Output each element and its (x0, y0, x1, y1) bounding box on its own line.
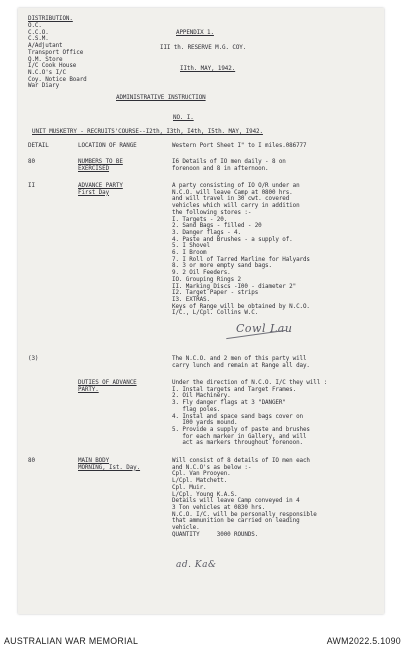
body-line: L/Cpl. Matchett. (172, 478, 228, 485)
body-line: Western Port Sheet I" to I miles.086777 (172, 143, 307, 149)
row-body (172, 143, 306, 150)
distribution-item: Transport Office (28, 49, 84, 56)
body-line: L/Cpl. Young K.A.S. (172, 491, 238, 498)
body-line: 5. I Shovel (172, 243, 210, 250)
row-heading: ADVANCE PARTY First Day (78, 183, 123, 196)
footer-source: AUSTRALIAN WAR MEMORIAL (4, 636, 139, 646)
body-line: carry lunch and remain at Range all day. (172, 362, 310, 369)
body-line: forenoon and 8 in afternoon. (172, 165, 269, 172)
body-line: N.C.O. will leave Camp at 0800 hrs. (172, 189, 293, 196)
instruction-title: ADMINISTRATIVE INSTRUCTION (116, 95, 206, 101)
body-line: I00 yards mound. (172, 420, 238, 427)
body-line: the following stores :- (172, 209, 252, 216)
distribution-item: C.C.O. (28, 29, 49, 36)
body-line: I6 Details of IO men daily - 8 on (172, 159, 286, 165)
unit-name: III th. RESERVE M.G. COY. (160, 45, 247, 51)
row-body (172, 380, 327, 447)
instruction-number: NO. I. (173, 115, 194, 121)
distribution-item: N.C.O's I/C (28, 69, 66, 76)
distribution-item: Coy. Notice Board (28, 76, 87, 83)
body-line: Cpl. Van Prooyen. (172, 471, 231, 478)
body-line: 3 Ton vehicles at 0830 hrs. (172, 504, 266, 511)
body-line: I3. EXTRAS. (172, 296, 210, 303)
body-line: and will travel in 30 cwt. covered (172, 196, 290, 203)
row-left: (3) (28, 356, 39, 362)
distribution-item: I/C Cook House (28, 63, 77, 70)
archive-footer (0, 620, 407, 653)
body-line: Cpl. Muir. (172, 484, 207, 491)
distribution-item: Q.M. Store (28, 56, 63, 63)
handwritten-initials: ad. Ka& (176, 560, 217, 570)
body-line: I. Instal targets and Target Frames. (172, 386, 297, 393)
body-line: The N.C.O. and 2 men of this party will (172, 356, 307, 362)
document-date: IIth. MAY, 1942. (180, 66, 236, 72)
body-line: I2. Target Paper - strips (172, 290, 259, 297)
document-page (18, 8, 384, 614)
row-body (172, 159, 286, 172)
row-heading: NUMBERS TO BE EXERCISED (78, 159, 123, 172)
body-line: 8. 3 or more empty sand bags. (172, 263, 272, 270)
row-heading: LOCATION OF RANGE (78, 143, 137, 149)
body-line: vehicles which will carry in addition (172, 203, 300, 210)
row-body (172, 356, 310, 369)
body-line: 2. Sand Bags - filled - 20 (172, 223, 262, 230)
body-line: Will consist of 8 details of IO men each (172, 458, 310, 464)
row-heading: MAIN BODY MORNING, Ist. Day. (78, 458, 141, 471)
body-line: 4. Instal and space sand bags cover on (172, 413, 303, 420)
appendix-label: APPENDIX 1. (176, 30, 214, 36)
distribution-item: O.C. (28, 23, 42, 29)
body-line: Details will leave Camp conveyed in 4 (172, 498, 300, 505)
body-line: N.C.O. I/C. will be personally responsible (172, 511, 317, 518)
body-line: for each marker in Gallery, and will (172, 433, 307, 440)
body-line: that ammunition be carried on leading (172, 518, 300, 525)
body-line: flag poles. (172, 406, 221, 413)
body-line: Keys of Range will be obtained by N.C.O. (172, 303, 310, 310)
body-line: I. Targets - 20. (172, 216, 228, 223)
body-line: II. Marking Discs -I00 - diameter 2" (172, 283, 297, 290)
body-line: QUANTITY 3000 ROUNDS. (172, 531, 259, 538)
body-line: and N.C.O's as below :- (172, 464, 252, 471)
distribution-item: War Diary (28, 83, 60, 90)
row-left: II (28, 183, 35, 189)
body-line: 6. I Broom (172, 250, 207, 257)
body-line: 9. 2 Oil Feeders. (172, 270, 231, 277)
body-line: 3. Danger flags - 4. (172, 229, 241, 236)
footer-reference: AWM2022.5.1090 (326, 636, 401, 646)
body-line: IO. Grouping Rings 2 (172, 276, 241, 283)
course-line: UNIT MUSKETRY - RECRUITS'COURSE--I2th, I3th, I4th, I5th. MAY, I942. (32, 129, 263, 135)
row-heading: DUTIES OF ADVANCE PARTY. (78, 380, 137, 393)
body-line: 4. Paste and Brushes - a supply of. (172, 236, 293, 243)
body-line: act as markers throughout forenoon. (172, 440, 303, 447)
row-left: 80 (28, 458, 35, 464)
row-left: 80 (28, 159, 35, 165)
body-line: 5. Provide a supply of paste and brushes (172, 426, 310, 433)
body-line: A party consisting of IO O/R under an (172, 183, 300, 189)
distribution-item: A/Adjutant (28, 43, 63, 50)
distribution-title: DISTRIBUTION. (28, 16, 73, 22)
distribution-item: C.S.M. (28, 36, 49, 43)
body-line: Under the direction of N.C.O. I/C they will : (172, 380, 328, 386)
row-body (172, 183, 310, 317)
body-line: 7. I Roll of Tarred Marline for Halyards (172, 256, 310, 263)
body-line: 2. Oil Machinery. (172, 393, 231, 400)
handwritten-signature: Cowl Lau (236, 322, 293, 335)
body-line: I/C., L/Cpl. Collins W.C. (172, 310, 259, 317)
row-body (172, 458, 317, 538)
body-line: 3. Fly danger flags at 3 "DANGER" (172, 400, 286, 407)
row-left: DETAIL (28, 143, 49, 149)
body-line: vehicle. (172, 525, 200, 532)
